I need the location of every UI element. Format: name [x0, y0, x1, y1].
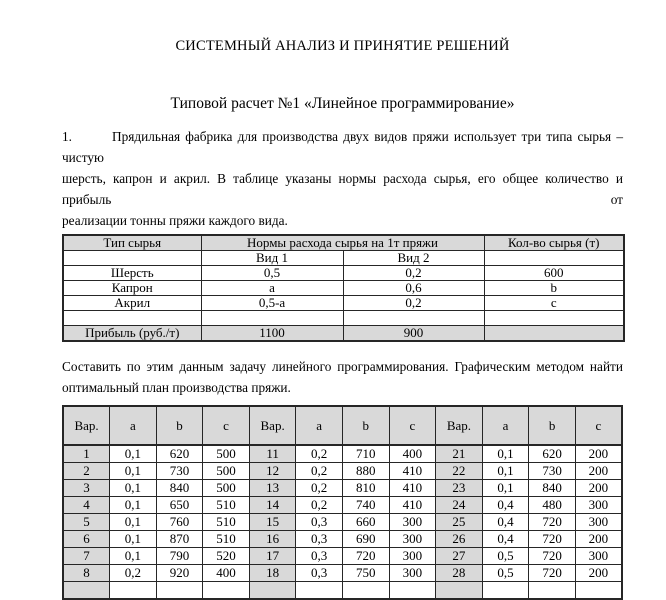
variants-table [62, 405, 623, 600]
variant-value-cell: 0,5 [482, 565, 529, 582]
variants-header-row [63, 406, 622, 445]
materials-table [62, 234, 625, 342]
variant-value-cell: 0,2 [296, 445, 343, 463]
variant-value-cell: 0,2 [296, 463, 343, 480]
variants-header-var: Вар. [436, 406, 483, 445]
variant-number-cell: 3 [63, 480, 110, 497]
variant-number-cell [63, 582, 110, 600]
variants-row [63, 445, 622, 463]
variant-number-cell [249, 582, 296, 600]
empty-cell [484, 311, 624, 326]
variant-value-cell: 200 [575, 445, 622, 463]
materials-row-acrylic [63, 296, 624, 311]
task-line-2: оптимальный план производства пряжи. [62, 380, 291, 395]
variant-number-cell: 25 [436, 514, 483, 531]
variant-value-cell: 0,4 [482, 514, 529, 531]
variant-value-cell: 0,1 [110, 531, 157, 548]
materials-profit-row [63, 326, 624, 342]
variant-value-cell: 0,2 [296, 480, 343, 497]
variant-value-cell: 510 [203, 531, 250, 548]
variants-header-param: a [482, 406, 529, 445]
variants-row [63, 548, 622, 565]
variant-number-cell: 14 [249, 497, 296, 514]
variant-value-cell [389, 582, 436, 600]
variant-value-cell [342, 582, 389, 600]
variant-number-cell: 12 [249, 463, 296, 480]
empty-cell [63, 311, 201, 326]
variant-value-cell: 0,1 [110, 514, 157, 531]
variant-value-cell: 720 [529, 531, 576, 548]
variant-value-cell: 0,3 [296, 548, 343, 565]
problem-line-3: реализации тонны пряжи каждого вида. [62, 213, 288, 228]
variant-value-cell: 0,2 [296, 497, 343, 514]
variant-number-cell: 28 [436, 565, 483, 582]
problem-number: 1. [62, 129, 72, 144]
variant-value-cell: 0,3 [296, 531, 343, 548]
variant-number-cell: 16 [249, 531, 296, 548]
variants-row [63, 497, 622, 514]
variant-number-cell [436, 582, 483, 600]
variant-value-cell: 920 [156, 565, 203, 582]
variant-number-cell: 11 [249, 445, 296, 463]
profit-quantity-value [484, 326, 624, 342]
variant-value-cell: 0,1 [482, 480, 529, 497]
variant-value-cell: 790 [156, 548, 203, 565]
variant-value-cell [203, 582, 250, 600]
profit-label: Прибыль (руб./т) [63, 326, 201, 342]
variant-number-cell: 26 [436, 531, 483, 548]
variant-value-cell: 690 [342, 531, 389, 548]
variant-number-cell: 5 [63, 514, 110, 531]
document-page [0, 38, 666, 578]
variant-value-cell: 500 [203, 445, 250, 463]
variant-value-cell: 200 [575, 531, 622, 548]
material-kind2-value: 0,2 [343, 266, 484, 281]
variant-value-cell: 300 [575, 548, 622, 565]
materials-row-wool [63, 266, 624, 281]
variant-value-cell: 0,3 [296, 565, 343, 582]
problem-line-1-text: Прядильная фабрика для производства двух видов пряжи использует три типа сырья – чистую [62, 129, 623, 165]
material-quantity-value: c [484, 296, 624, 311]
material-kind2-value: 0,6 [343, 281, 484, 296]
variant-value-cell: 840 [156, 480, 203, 497]
variant-value-cell: 760 [156, 514, 203, 531]
variant-value-cell: 720 [342, 548, 389, 565]
variant-value-cell: 0,1 [110, 548, 157, 565]
variant-value-cell: 0,4 [482, 497, 529, 514]
variant-value-cell: 750 [342, 565, 389, 582]
material-kind1-value: a [201, 281, 343, 296]
variants-header-param: c [389, 406, 436, 445]
variant-number-cell: 21 [436, 445, 483, 463]
materials-row-empty [63, 311, 624, 326]
variants-header-var: Вар. [63, 406, 110, 445]
variants-header-param: a [296, 406, 343, 445]
material-name: Капрон [63, 281, 201, 296]
variants-header-param: b [529, 406, 576, 445]
variant-value-cell: 720 [529, 565, 576, 582]
task-line-1: Составить по этим данным задачу линейного программирования. Графическим методом найти [62, 359, 623, 374]
variant-value-cell: 300 [575, 497, 622, 514]
materials-subheader-row [63, 251, 624, 266]
materials-header-norms: Нормы расхода сырья на 1т пряжи [201, 235, 484, 251]
variant-number-cell: 6 [63, 531, 110, 548]
variant-value-cell: 520 [203, 548, 250, 565]
materials-subheader-kind1: Вид 1 [201, 251, 343, 266]
variant-number-cell: 7 [63, 548, 110, 565]
page-subtitle: Типовой расчет №1 «Линейное программирование» [170, 95, 515, 112]
material-kind2-value: 0,2 [343, 296, 484, 311]
variant-value-cell: 0,2 [110, 565, 157, 582]
variant-number-cell: 8 [63, 565, 110, 582]
variants-row [63, 565, 622, 582]
variant-value-cell: 870 [156, 531, 203, 548]
variants-header-param: b [156, 406, 203, 445]
variants-row [63, 463, 622, 480]
page-title: СИСТЕМНЫЙ АНАЛИЗ И ПРИНЯТИЕ РЕШЕНИЙ [175, 38, 510, 54]
variant-value-cell [156, 582, 203, 600]
variant-value-cell: 0,4 [482, 531, 529, 548]
variant-value-cell: 710 [342, 445, 389, 463]
variant-value-cell: 300 [389, 514, 436, 531]
variant-value-cell [482, 582, 529, 600]
variant-value-cell [529, 582, 576, 600]
variant-value-cell: 730 [529, 463, 576, 480]
variant-value-cell: 510 [203, 514, 250, 531]
variant-value-cell: 0,3 [296, 514, 343, 531]
materials-subheader-kind2: Вид 2 [343, 251, 484, 266]
variant-value-cell [575, 582, 622, 600]
empty-cell [343, 311, 484, 326]
variant-number-cell: 18 [249, 565, 296, 582]
variant-value-cell: 840 [529, 480, 576, 497]
material-quantity-value: b [484, 281, 624, 296]
variants-header-var: Вар. [249, 406, 296, 445]
variant-value-cell: 0,1 [482, 445, 529, 463]
variant-number-cell: 15 [249, 514, 296, 531]
variant-value-cell: 410 [389, 463, 436, 480]
variant-value-cell: 0,1 [482, 463, 529, 480]
variants-header-param: c [575, 406, 622, 445]
materials-row-nylon [63, 281, 624, 296]
variant-value-cell: 300 [389, 565, 436, 582]
variant-value-cell: 0,1 [110, 463, 157, 480]
variant-value-cell: 810 [342, 480, 389, 497]
variants-header-param: a [110, 406, 157, 445]
variants-row [63, 480, 622, 497]
materials-header-row [63, 235, 624, 251]
variant-value-cell: 880 [342, 463, 389, 480]
variant-number-cell: 13 [249, 480, 296, 497]
variant-value-cell: 620 [529, 445, 576, 463]
variant-value-cell: 200 [575, 565, 622, 582]
problem-line-1 [62, 126, 623, 168]
task-statement [62, 356, 623, 398]
variant-value-cell: 0,1 [110, 480, 157, 497]
materials-header-quantity: Кол-во сырья (т) [484, 235, 624, 251]
variant-value-cell: 300 [389, 548, 436, 565]
variant-value-cell: 0,1 [110, 445, 157, 463]
variant-value-cell: 400 [389, 445, 436, 463]
variants-header-param: b [342, 406, 389, 445]
variant-value-cell: 200 [575, 463, 622, 480]
variant-value-cell: 400 [203, 565, 250, 582]
variant-number-cell: 17 [249, 548, 296, 565]
variant-value-cell: 0,1 [110, 497, 157, 514]
materials-header-type: Тип сырья [63, 235, 201, 251]
material-kind1-value: 0,5 [201, 266, 343, 281]
material-kind1-value: 0,5-a [201, 296, 343, 311]
variant-value-cell: 650 [156, 497, 203, 514]
variant-value-cell: 0,5 [482, 548, 529, 565]
problem-line-2: шерсть, капрон и акрил. В таблице указаны нормы расхода сырья, его общее количество и прибыль от [62, 171, 623, 207]
materials-subheader-empty-left [63, 251, 201, 266]
variant-value-cell: 410 [389, 497, 436, 514]
materials-subheader-empty-right [484, 251, 624, 266]
variant-number-cell: 24 [436, 497, 483, 514]
empty-cell [201, 311, 343, 326]
variant-value-cell: 510 [203, 497, 250, 514]
variant-value-cell: 720 [529, 514, 576, 531]
variant-number-cell: 22 [436, 463, 483, 480]
variant-value-cell: 410 [389, 480, 436, 497]
variant-value-cell: 620 [156, 445, 203, 463]
problem-statement [62, 126, 623, 231]
variant-number-cell: 2 [63, 463, 110, 480]
material-name: Шерсть [63, 266, 201, 281]
material-name: Акрил [63, 296, 201, 311]
variant-value-cell: 300 [389, 531, 436, 548]
profit-kind2-value: 900 [343, 326, 484, 342]
variants-row [63, 514, 622, 531]
variants-row [63, 582, 622, 600]
variant-value-cell: 740 [342, 497, 389, 514]
variants-row [63, 531, 622, 548]
variants-header-param: c [203, 406, 250, 445]
variant-value-cell: 720 [529, 548, 576, 565]
variant-value-cell: 500 [203, 480, 250, 497]
variant-value-cell: 730 [156, 463, 203, 480]
variant-value-cell: 200 [575, 480, 622, 497]
variant-value-cell: 500 [203, 463, 250, 480]
variant-number-cell: 1 [63, 445, 110, 463]
variant-number-cell: 27 [436, 548, 483, 565]
variant-number-cell: 4 [63, 497, 110, 514]
profit-kind1-value: 1100 [201, 326, 343, 342]
variant-value-cell: 480 [529, 497, 576, 514]
variant-value-cell: 300 [575, 514, 622, 531]
variant-number-cell: 23 [436, 480, 483, 497]
variant-value-cell [296, 582, 343, 600]
variant-value-cell [110, 582, 157, 600]
material-quantity-value: 600 [484, 266, 624, 281]
variant-value-cell: 660 [342, 514, 389, 531]
